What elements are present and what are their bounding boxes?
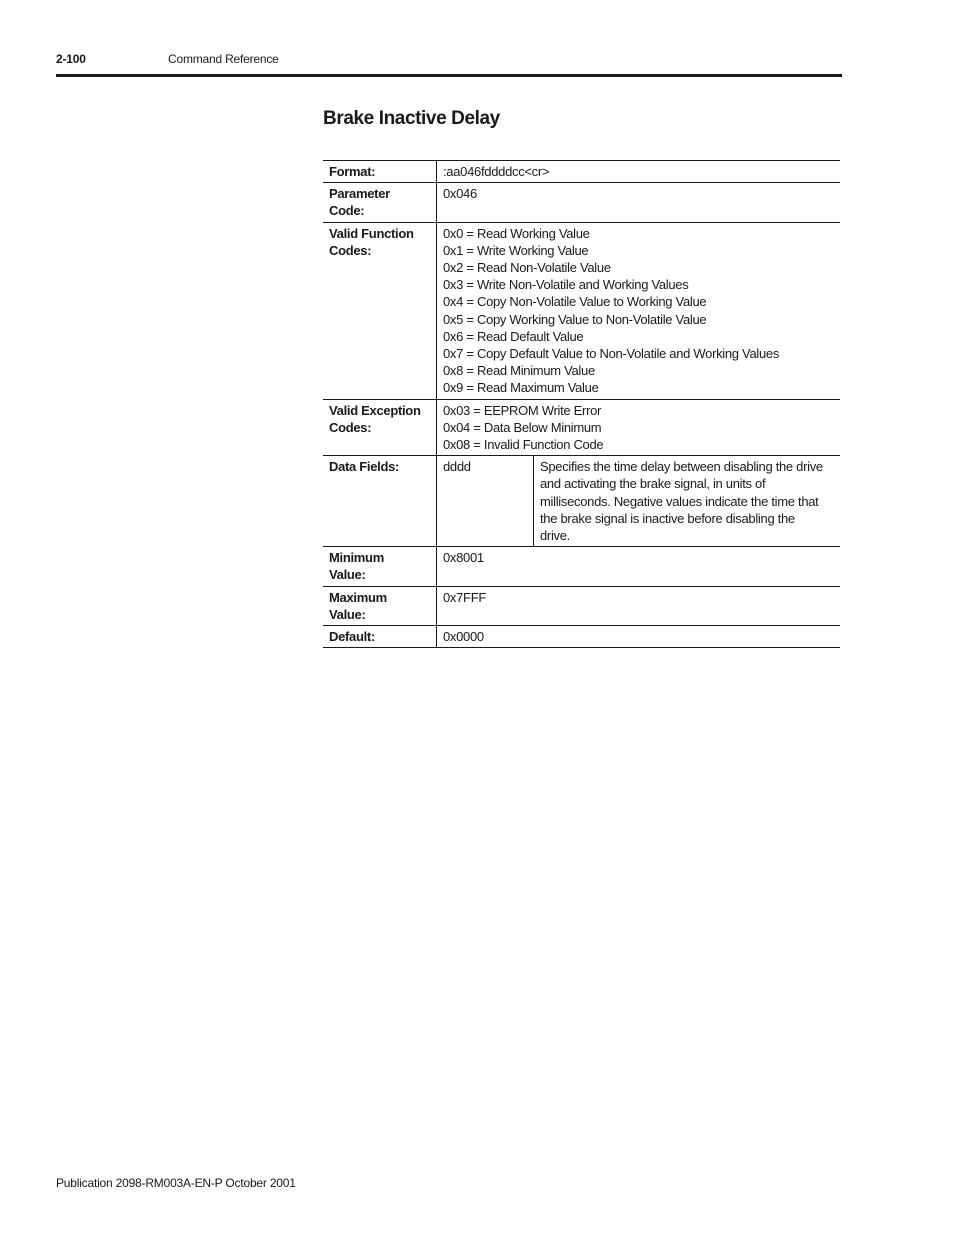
valid-exception-codes-list [437, 399, 841, 456]
list-item: 0x0 = Read Working Value [443, 225, 590, 241]
list-item: 0x08 = Invalid Function Code [443, 437, 604, 453]
list-item: 0x6 = Read Default Value [443, 328, 584, 344]
list-item: 0x3 = Write Non-Volatile and Working Values [443, 277, 689, 293]
minimum-value-label: Minimum Value: [323, 547, 437, 586]
minimum-value-row [323, 547, 840, 586]
data-field-name: dddd [437, 456, 534, 547]
list-item: 0x7 = Copy Default Value to Non-Volatile and Working Values [443, 346, 780, 362]
command-spec-table [323, 160, 840, 648]
format-row [323, 161, 840, 183]
parameter-code-value: 0x046 [437, 183, 841, 222]
valid-function-codes-list [437, 222, 841, 399]
parameter-code-row [323, 183, 840, 222]
maximum-value: 0x7FFF [437, 586, 841, 625]
page-header [56, 52, 842, 70]
page-number: 2-100 [56, 52, 86, 66]
data-fields-label: Data Fields: [323, 456, 437, 547]
list-item: 0x1 = Write Working Value [443, 242, 589, 258]
default-row [323, 626, 840, 648]
minimum-value: 0x8001 [437, 547, 841, 586]
list-item: 0x04 = Data Below Minimum [443, 419, 602, 435]
valid-exception-codes-row [323, 399, 840, 456]
list-item: 0x4 = Copy Non-Volatile Value to Working Value [443, 294, 707, 310]
page-title: Brake Inactive Delay [323, 108, 500, 129]
publication-footer: Publication 2098-RM003A-EN-P October 2001 [56, 1176, 296, 1190]
list-item: 0x03 = EEPROM Write Error [443, 402, 602, 418]
header-rule [56, 74, 842, 77]
list-item: 0x8 = Read Minimum Value [443, 363, 595, 379]
parameter-code-label: Parameter Code: [323, 183, 437, 222]
format-label: Format: [323, 161, 437, 183]
default-label: Default: [323, 626, 437, 648]
section-name: Command Reference [168, 52, 279, 66]
list-item: 0x5 = Copy Working Value to Non-Volatile Value [443, 311, 707, 327]
list-item: 0x2 = Read Non-Volatile Value [443, 260, 611, 276]
valid-exception-codes-label: Valid Exception Codes: [323, 399, 437, 456]
valid-function-codes-row [323, 222, 840, 399]
list-item: 0x9 = Read Maximum Value [443, 380, 599, 396]
default-value: 0x0000 [437, 626, 841, 648]
maximum-value-row [323, 586, 840, 625]
data-fields-row [323, 456, 840, 547]
data-field-description: Specifies the time delay between disabling the drive and activating the brake signal, in units of milliseconds. Negative values indicate the time that the brake signal is inactive before disabling the drive. [534, 456, 841, 547]
format-value: :aa046fddddcc<cr> [437, 161, 841, 183]
valid-function-codes-label: Valid Function Codes: [323, 222, 437, 399]
maximum-value-label: Maximum Value: [323, 586, 437, 625]
